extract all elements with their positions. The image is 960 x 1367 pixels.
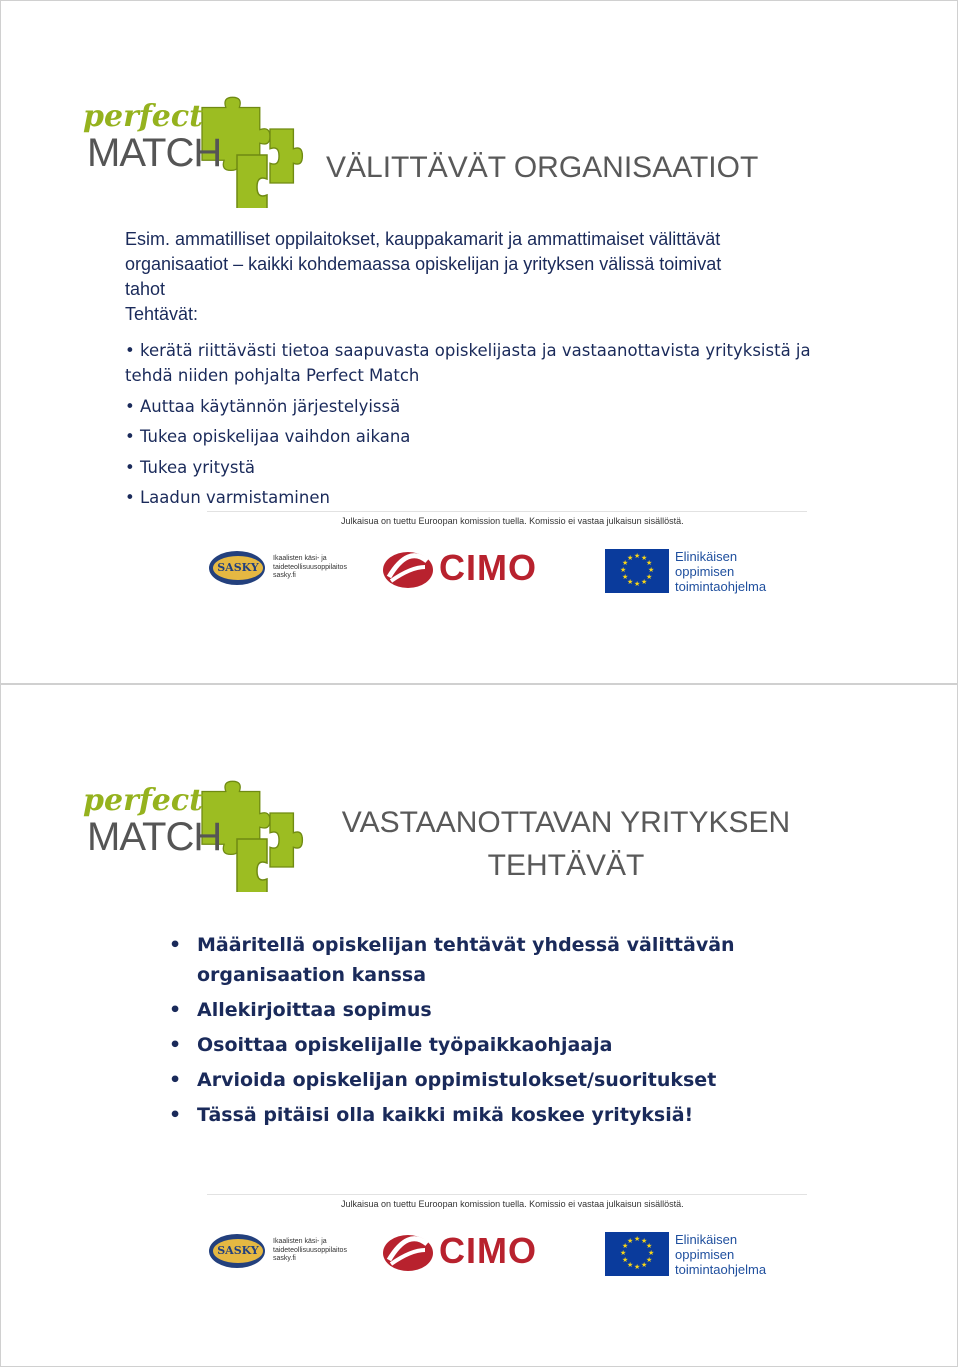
sasky-logo <box>207 545 357 595</box>
cimo-text: CIMO <box>439 1230 537 1271</box>
list-item-text: kerätä riittävästi tietoa saapuvasta opiskelijasta ja vastaanottavista yrityksistä ja tehdä niiden pohjalta Perfect Match <box>125 341 811 385</box>
svg-text:★: ★ <box>620 566 627 574</box>
svg-text:★: ★ <box>641 1237 648 1245</box>
svg-text:★: ★ <box>627 554 634 562</box>
list-item: • Laadun varmistaminen <box>125 488 330 507</box>
eu-text-line: Elinikäisen <box>675 1232 738 1247</box>
list-item: • Tukea opiskelijaa vaihdon aikana <box>125 427 411 446</box>
list-item-text: Arvioida opiskelijan oppimistulokset/suoritukset <box>197 1069 717 1091</box>
eu-funding-notice: Julkaisua on tuettu Euroopan komission tuella. Komissio ei vastaa julkaisun sisällöstä. <box>341 516 684 526</box>
svg-text:★: ★ <box>646 559 653 567</box>
logo-match-text: MATCH <box>87 815 222 859</box>
svg-text:★: ★ <box>622 573 629 581</box>
intro-text <box>125 227 845 327</box>
cimo-logo <box>381 549 561 593</box>
svg-text:★: ★ <box>627 578 634 586</box>
company-tasks-list <box>169 930 769 1135</box>
sasky-logo <box>207 1228 357 1278</box>
svg-text:★: ★ <box>627 1261 634 1269</box>
sasky-line: Ikaalisten käsi- ja <box>273 555 327 562</box>
footer-logos <box>207 541 807 597</box>
eu-programme-text <box>675 549 766 594</box>
list-item: • Allekirjoittaa sopimus <box>169 999 432 1021</box>
svg-text:★: ★ <box>634 1263 641 1271</box>
eu-text-line: oppimisen <box>675 1247 735 1262</box>
footer-divider <box>207 1194 807 1195</box>
svg-text:★: ★ <box>634 580 641 588</box>
list-item-text: Tukea opiskelijaa vaihdon aikana <box>139 427 411 446</box>
tasks-list <box>125 338 845 516</box>
sasky-line: sasky.fi <box>273 572 296 579</box>
tasks-label: Tehtävät: <box>125 304 199 324</box>
list-item-text: Laadun varmistaminen <box>139 488 330 507</box>
footer-logos <box>207 1224 807 1280</box>
perfect-match-logo <box>81 777 311 892</box>
list-item-text: Osoittaa opiskelijalle työpaikkaohjaaja <box>197 1034 613 1056</box>
svg-text:★: ★ <box>620 1249 627 1257</box>
slide-2 <box>0 684 958 1367</box>
svg-text:★: ★ <box>622 1256 629 1264</box>
cimo-swirl-icon <box>381 1232 435 1274</box>
svg-text:★: ★ <box>646 1256 653 1264</box>
svg-text:★: ★ <box>646 573 653 581</box>
list-item-text: Auttaa käytännön järjestelyissä <box>139 396 401 416</box>
svg-text:★: ★ <box>648 566 655 574</box>
sasky-line: taideteollisuusoppilaitos <box>273 1246 347 1254</box>
list-item-text: Määritellä opiskelijan tehtävät yhdessä välittävän organisaation kanssa <box>197 934 735 986</box>
svg-text:★: ★ <box>646 1242 653 1250</box>
slide-title-line: VASTAANOTTAVAN YRITYKSEN <box>341 806 791 839</box>
cimo-text: CIMO <box>439 547 537 588</box>
svg-text:★: ★ <box>641 1261 648 1269</box>
perfect-match-logo <box>81 93 311 208</box>
list-item: • kerätä riittävästi tietoa saapuvasta opiskelijasta ja vastaanottavista yrityksistä ja tehdä niiden pohjalta Perfect Match <box>125 341 811 385</box>
svg-text:★: ★ <box>641 578 648 586</box>
logo-perfect-text: perfect <box>83 783 203 818</box>
sasky-badge: SASKY <box>213 1239 263 1263</box>
list-item: • Osoittaa opiskelijalle työpaikkaohjaaja <box>169 1034 613 1056</box>
intro-line: tahot <box>125 279 166 299</box>
svg-text:★: ★ <box>641 554 648 562</box>
cimo-logo <box>381 1232 561 1276</box>
intro-line: organisaatiot – kaikki kohdemaassa opiskelijan ja yrityksen välissä toimivat <box>125 254 722 274</box>
svg-text:★: ★ <box>622 559 629 567</box>
sasky-line: taideteollisuusoppilaitos <box>273 563 347 571</box>
svg-text:★: ★ <box>622 1242 629 1250</box>
sasky-badge: SASKY <box>213 556 263 580</box>
list-item-text: Tässä pitäisi olla kaikki mikä koskee yrityksiä! <box>197 1104 694 1126</box>
eu-text-line: oppimisen <box>675 564 735 579</box>
list-item-text: Allekirjoittaa sopimus <box>197 999 432 1021</box>
slide-title <box>341 801 791 887</box>
eu-text-line: toimintaohjelma <box>675 1262 767 1277</box>
list-item: • Tässä pitäisi olla kaikki mikä koskee yrityksiä! <box>169 1104 694 1126</box>
list-item: • Arvioida opiskelijan oppimistulokset/suoritukset <box>169 1069 717 1091</box>
svg-text:★: ★ <box>627 1237 634 1245</box>
slide-title-line: TEHTÄVÄT <box>487 849 645 882</box>
sasky-line: Ikaalisten käsi- ja <box>273 1238 327 1245</box>
sasky-line: sasky.fi <box>273 1255 296 1262</box>
eu-funding-notice: Julkaisua on tuettu Euroopan komission tuella. Komissio ei vastaa julkaisun sisällöstä. <box>341 1199 684 1209</box>
eu-text-line: Elinikäisen <box>675 549 738 564</box>
eu-flag-icon <box>605 549 669 593</box>
list-item: • Tukea yritystä <box>125 457 256 477</box>
cimo-swirl-icon <box>381 549 435 591</box>
list-item: • Määritellä opiskelijan tehtävät yhdessä välittävän organisaation kanssa <box>169 934 735 986</box>
list-item-text: Tukea yritystä <box>139 457 256 477</box>
eu-text-line: toimintaohjelma <box>675 579 767 594</box>
eu-flag-icon <box>605 1232 669 1276</box>
svg-text:★: ★ <box>634 552 641 560</box>
eu-programme-text <box>675 1232 766 1277</box>
footer-divider <box>207 511 807 512</box>
logo-match-text: MATCH <box>87 131 222 175</box>
intro-line: Esim. ammatilliset oppilaitokset, kauppakamarit ja ammattimaiset välittävät <box>125 229 721 249</box>
list-item: • Auttaa käytännön järjestelyissä <box>125 396 401 416</box>
slide-1 <box>0 0 958 684</box>
slide-title: VÄLITTÄVÄT ORGANISAATIOT <box>326 151 759 184</box>
svg-text:★: ★ <box>634 1235 641 1243</box>
logo-perfect-text: perfect <box>83 99 203 134</box>
svg-text:★: ★ <box>648 1249 655 1257</box>
